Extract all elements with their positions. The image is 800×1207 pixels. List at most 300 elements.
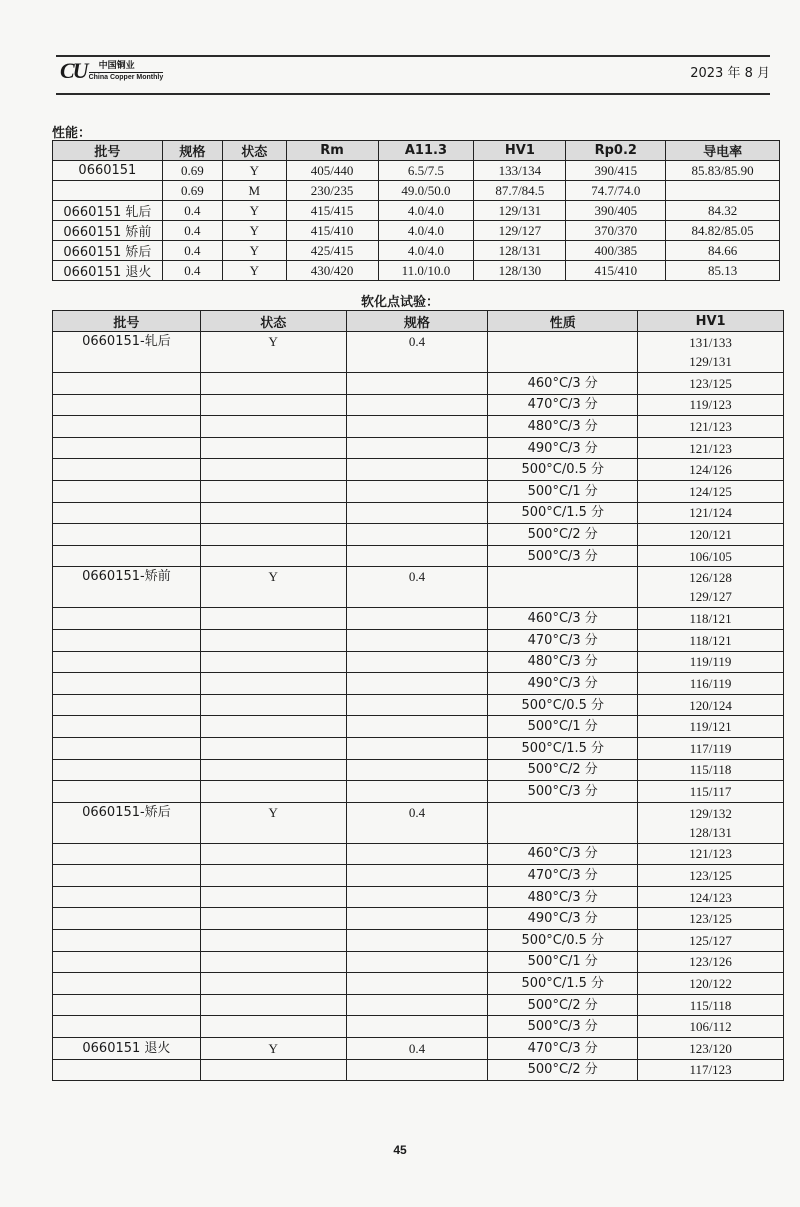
softening-cell-state	[200, 416, 346, 438]
softening-cell-spec	[346, 737, 488, 759]
softening-test-title: 软化点试验：	[360, 295, 439, 310]
softening-row	[53, 694, 784, 716]
softening-cell-hv1	[638, 908, 784, 930]
performance-table	[52, 140, 780, 281]
performance-cell: 425/415	[286, 241, 378, 261]
performance-cell: 0.69	[162, 181, 222, 201]
performance-cell: 0.69	[162, 161, 222, 181]
hv1-value: 131/133	[689, 335, 732, 350]
softening-cell-spec	[346, 781, 488, 803]
softening-row	[53, 673, 784, 695]
softening-cell-property	[488, 332, 638, 373]
hv1-value: 115/118	[689, 762, 732, 778]
hv1-value: 120/122	[689, 976, 732, 992]
softening-cell-hv1	[638, 759, 784, 781]
softening-row	[53, 973, 784, 995]
softening-cell-state	[200, 930, 346, 952]
hv1-value: 119/123	[689, 397, 732, 413]
softening-cell-property: 500°C/1.5 分	[488, 973, 638, 995]
performance-cell: 84.66	[666, 241, 780, 261]
softening-row	[53, 416, 784, 438]
hv1-value: 123/125	[689, 911, 732, 927]
softening-cell-spec	[346, 459, 488, 481]
softening-cell-hv1	[638, 524, 784, 546]
performance-column-header: HV1	[474, 141, 566, 161]
softening-cell-state	[200, 908, 346, 930]
hv1-value: 129/127	[689, 589, 732, 605]
softening-cell-hv1	[638, 802, 784, 843]
softening-cell-batch	[53, 737, 201, 759]
softening-row	[53, 480, 784, 502]
softening-cell-batch	[53, 480, 201, 502]
header-bottom-rule	[56, 93, 770, 95]
softening-cell-state: Y	[200, 332, 346, 373]
hv1-value: 123/120	[689, 1040, 732, 1056]
softening-cell-batch	[53, 459, 201, 481]
performance-cell: 129/127	[474, 221, 566, 241]
softening-test-table	[52, 310, 784, 1081]
softening-cell-property	[488, 567, 638, 608]
softening-cell-batch	[53, 502, 201, 524]
softening-cell-hv1	[638, 459, 784, 481]
softening-cell-batch	[53, 865, 201, 887]
softening-cell-batch	[53, 524, 201, 546]
softening-cell-state	[200, 951, 346, 973]
softening-cell-spec	[346, 502, 488, 524]
softening-cell-property	[488, 802, 638, 843]
softening-column-header: 规格	[346, 311, 488, 332]
softening-cell-state	[200, 459, 346, 481]
softening-cell-spec	[346, 480, 488, 502]
softening-row	[53, 716, 784, 738]
softening-cell-state	[200, 373, 346, 395]
softening-cell-state	[200, 843, 346, 865]
performance-cell: 6.5/7.5	[378, 161, 474, 181]
softening-cell-property: 490°C/3 分	[488, 908, 638, 930]
performance-column-header: Rp0.2	[566, 141, 666, 161]
logo-chinese-name: 中国铜业	[89, 61, 164, 73]
softening-cell-spec	[346, 673, 488, 695]
softening-cell-property: 460°C/3 分	[488, 373, 638, 395]
performance-cell: 430/420	[286, 261, 378, 281]
softening-cell-property: 470°C/3 分	[488, 865, 638, 887]
performance-cell: 4.0/4.0	[378, 241, 474, 261]
softening-cell-spec	[346, 994, 488, 1016]
softening-cell-batch	[53, 973, 201, 995]
performance-cell: 128/130	[474, 261, 566, 281]
softening-cell-hv1	[638, 1038, 784, 1060]
softening-row	[53, 629, 784, 651]
softening-cell-hv1	[638, 502, 784, 524]
softening-cell-property: 500°C/2 分	[488, 994, 638, 1016]
performance-cell: 85.13	[666, 261, 780, 281]
softening-cell-batch	[53, 781, 201, 803]
softening-cell-batch	[53, 629, 201, 651]
softening-cell-property: 500°C/1.5 分	[488, 737, 638, 759]
softening-cell-state	[200, 394, 346, 416]
performance-cell: 415/410	[566, 261, 666, 281]
softening-cell-batch	[53, 416, 201, 438]
softening-cell-hv1	[638, 865, 784, 887]
softening-cell-property: 500°C/1 分	[488, 480, 638, 502]
softening-cell-state	[200, 759, 346, 781]
softening-cell-batch: 0660151-矫前	[53, 567, 201, 608]
hv1-value: 124/123	[689, 889, 732, 905]
softening-cell-spec	[346, 908, 488, 930]
performance-cell: 87.7/84.5	[474, 181, 566, 201]
softening-cell-hv1	[638, 1016, 784, 1038]
hv1-value: 121/123	[689, 846, 732, 862]
softening-cell-spec	[346, 886, 488, 908]
softening-row	[53, 545, 784, 567]
softening-row	[53, 843, 784, 865]
softening-cell-hv1	[638, 843, 784, 865]
softening-cell-batch: 0660151-轧后	[53, 332, 201, 373]
softening-cell-batch	[53, 608, 201, 630]
softening-cell-property: 500°C/3 分	[488, 1016, 638, 1038]
softening-cell-batch	[53, 694, 201, 716]
performance-cell: Y	[222, 161, 286, 181]
performance-column-header: 批号	[53, 141, 163, 161]
softening-cell-batch	[53, 673, 201, 695]
performance-row	[53, 261, 780, 281]
performance-cell: 84.32	[666, 201, 780, 221]
softening-column-header: 状态	[200, 311, 346, 332]
softening-cell-batch	[53, 930, 201, 952]
performance-cell: 415/415	[286, 201, 378, 221]
softening-cell-property: 500°C/1.5 分	[488, 502, 638, 524]
page-number: 45	[393, 1143, 407, 1157]
performance-cell: 415/410	[286, 221, 378, 241]
softening-cell-batch	[53, 886, 201, 908]
softening-cell-spec	[346, 951, 488, 973]
performance-column-header: A11.3	[378, 141, 474, 161]
softening-cell-state	[200, 994, 346, 1016]
hv1-value: 120/124	[689, 697, 732, 713]
performance-cell: 49.0/50.0	[378, 181, 474, 201]
softening-cell-hv1	[638, 567, 784, 608]
performance-column-header: 状态	[222, 141, 286, 161]
logo-mark: CU	[60, 58, 87, 83]
softening-row	[53, 502, 784, 524]
hv1-value: 123/126	[689, 954, 732, 970]
softening-row	[53, 437, 784, 459]
hv1-value: 120/121	[689, 526, 732, 542]
performance-cell: 4.0/4.0	[378, 221, 474, 241]
softening-cell-property: 500°C/2 分	[488, 759, 638, 781]
hv1-value: 119/119	[689, 654, 732, 670]
softening-cell-state	[200, 781, 346, 803]
performance-row	[53, 201, 780, 221]
performance-cell: 0660151 轧后	[53, 201, 163, 221]
softening-cell-state	[200, 973, 346, 995]
softening-row	[53, 524, 784, 546]
softening-cell-spec: 0.4	[346, 567, 488, 608]
softening-cell-batch	[53, 373, 201, 395]
softening-cell-batch	[53, 843, 201, 865]
hv1-value: 121/124	[689, 505, 732, 521]
softening-cell-batch	[53, 716, 201, 738]
hv1-value: 124/126	[689, 462, 732, 478]
softening-cell-hv1	[638, 1059, 784, 1081]
softening-column-header: 批号	[53, 311, 201, 332]
performance-column-header: 规格	[162, 141, 222, 161]
softening-cell-state: Y	[200, 802, 346, 843]
softening-row	[53, 930, 784, 952]
hv1-value: 124/125	[689, 483, 732, 499]
softening-cell-spec	[346, 1059, 488, 1081]
performance-cell: 400/385	[566, 241, 666, 261]
performance-cell: 0.4	[162, 221, 222, 241]
softening-cell-batch	[53, 394, 201, 416]
performance-cell	[666, 181, 780, 201]
softening-row	[53, 865, 784, 887]
hv1-value: 118/121	[689, 611, 732, 627]
softening-cell-batch	[53, 545, 201, 567]
softening-cell-property: 500°C/0.5 分	[488, 459, 638, 481]
softening-cell-property: 500°C/1 分	[488, 716, 638, 738]
softening-cell-state: Y	[200, 567, 346, 608]
softening-cell-state	[200, 545, 346, 567]
softening-cell-batch: 0660151 退火	[53, 1038, 201, 1060]
performance-cell: 84.82/85.05	[666, 221, 780, 241]
softening-cell-property: 500°C/3 分	[488, 781, 638, 803]
performance-cell: 4.0/4.0	[378, 201, 474, 221]
softening-cell-state: Y	[200, 1038, 346, 1060]
softening-cell-property: 470°C/3 分	[488, 629, 638, 651]
softening-cell-spec	[346, 545, 488, 567]
performance-cell: M	[222, 181, 286, 201]
softening-cell-property: 500°C/1 分	[488, 951, 638, 973]
softening-cell-spec	[346, 1016, 488, 1038]
hv1-value: 121/123	[689, 440, 732, 456]
softening-cell-spec	[346, 843, 488, 865]
softening-column-header: HV1	[638, 311, 784, 332]
softening-row	[53, 394, 784, 416]
performance-cell: 0.4	[162, 241, 222, 261]
softening-cell-property: 480°C/3 分	[488, 416, 638, 438]
softening-row	[53, 759, 784, 781]
softening-cell-property: 500°C/0.5 分	[488, 930, 638, 952]
performance-row	[53, 241, 780, 261]
softening-row	[53, 802, 784, 843]
hv1-value: 115/117	[689, 783, 732, 799]
softening-cell-spec	[346, 716, 488, 738]
hv1-value: 115/118	[689, 997, 732, 1013]
softening-cell-spec	[346, 759, 488, 781]
softening-cell-state	[200, 651, 346, 673]
softening-cell-hv1	[638, 886, 784, 908]
softening-cell-hv1	[638, 651, 784, 673]
hv1-value: 116/119	[689, 675, 732, 691]
hv1-value: 106/112	[689, 1019, 732, 1035]
softening-cell-spec	[346, 629, 488, 651]
softening-row	[53, 781, 784, 803]
softening-cell-state	[200, 737, 346, 759]
hv1-value: 128/131	[689, 824, 732, 840]
performance-cell	[53, 181, 163, 201]
performance-cell: 390/415	[566, 161, 666, 181]
hv1-value: 106/105	[689, 548, 732, 564]
softening-cell-state	[200, 524, 346, 546]
performance-cell: 0660151 矫后	[53, 241, 163, 261]
softening-cell-batch	[53, 1059, 201, 1081]
softening-cell-state	[200, 694, 346, 716]
softening-cell-spec	[346, 930, 488, 952]
softening-cell-spec	[346, 865, 488, 887]
softening-row	[53, 1059, 784, 1081]
softening-cell-spec: 0.4	[346, 802, 488, 843]
softening-cell-hv1	[638, 673, 784, 695]
softening-cell-hv1	[638, 737, 784, 759]
softening-cell-property: 500°C/2 分	[488, 1059, 638, 1081]
performance-label: 性能：	[52, 126, 92, 141]
softening-cell-batch	[53, 994, 201, 1016]
softening-cell-property: 500°C/3 分	[488, 545, 638, 567]
softening-cell-state	[200, 502, 346, 524]
softening-cell-batch	[53, 651, 201, 673]
softening-cell-hv1	[638, 373, 784, 395]
hv1-value: 118/121	[689, 632, 732, 648]
performance-cell: 230/235	[286, 181, 378, 201]
softening-cell-state	[200, 629, 346, 651]
performance-cell: Y	[222, 261, 286, 281]
softening-row	[53, 459, 784, 481]
hv1-value: 119/121	[689, 719, 732, 735]
softening-cell-spec	[346, 373, 488, 395]
softening-cell-hv1	[638, 332, 784, 373]
performance-column-header: Rm	[286, 141, 378, 161]
softening-cell-spec: 0.4	[346, 1038, 488, 1060]
performance-cell: 0.4	[162, 201, 222, 221]
softening-cell-hv1	[638, 781, 784, 803]
softening-cell-property: 490°C/3 分	[488, 437, 638, 459]
performance-cell: Y	[222, 201, 286, 221]
softening-cell-hv1	[638, 480, 784, 502]
hv1-value: 129/132	[689, 805, 732, 821]
softening-cell-hv1	[638, 629, 784, 651]
softening-cell-hv1	[638, 994, 784, 1016]
softening-row	[53, 886, 784, 908]
softening-cell-state	[200, 865, 346, 887]
softening-cell-property: 500°C/0.5 分	[488, 694, 638, 716]
softening-cell-batch	[53, 908, 201, 930]
softening-cell-property: 480°C/3 分	[488, 886, 638, 908]
softening-cell-state	[200, 437, 346, 459]
softening-cell-hv1	[638, 437, 784, 459]
performance-cell: 85.83/85.90	[666, 161, 780, 181]
softening-cell-hv1	[638, 416, 784, 438]
softening-cell-state	[200, 480, 346, 502]
performance-cell: 0660151 矫前	[53, 221, 163, 241]
logo-english-name: China Copper Monthly	[88, 74, 164, 81]
performance-cell: 0660151 退火	[53, 261, 163, 281]
softening-cell-state	[200, 1016, 346, 1038]
logo	[60, 60, 163, 82]
softening-row	[53, 994, 784, 1016]
softening-row	[53, 951, 784, 973]
softening-row	[53, 373, 784, 395]
softening-cell-batch: 0660151-矫后	[53, 802, 201, 843]
performance-cell: 405/440	[286, 161, 378, 181]
softening-cell-hv1	[638, 394, 784, 416]
softening-cell-batch	[53, 951, 201, 973]
softening-cell-hv1	[638, 951, 784, 973]
softening-cell-hv1	[638, 716, 784, 738]
softening-cell-hv1	[638, 973, 784, 995]
performance-cell: 390/405	[566, 201, 666, 221]
performance-column-header: 导电率	[666, 141, 780, 161]
softening-cell-state	[200, 673, 346, 695]
hv1-value: 117/119	[689, 740, 732, 756]
performance-row	[53, 181, 780, 201]
softening-cell-hv1	[638, 930, 784, 952]
hv1-value: 121/123	[689, 418, 732, 434]
softening-cell-property: 460°C/3 分	[488, 843, 638, 865]
softening-cell-state	[200, 886, 346, 908]
softening-row	[53, 908, 784, 930]
header-top-rule	[56, 55, 770, 57]
performance-cell: Y	[222, 221, 286, 241]
softening-cell-spec	[346, 651, 488, 673]
hv1-value: 125/127	[689, 932, 732, 948]
softening-cell-property: 500°C/2 分	[488, 524, 638, 546]
softening-cell-spec	[346, 394, 488, 416]
softening-cell-property: 490°C/3 分	[488, 673, 638, 695]
hv1-value: 117/123	[689, 1062, 732, 1078]
performance-cell: 133/134	[474, 161, 566, 181]
performance-row	[53, 161, 780, 181]
softening-cell-property: 460°C/3 分	[488, 608, 638, 630]
hv1-value: 123/125	[689, 868, 732, 884]
softening-cell-spec	[346, 416, 488, 438]
softening-row	[53, 567, 784, 608]
performance-row	[53, 221, 780, 241]
softening-cell-property: 470°C/3 分	[488, 394, 638, 416]
softening-cell-spec: 0.4	[346, 332, 488, 373]
softening-row	[53, 1016, 784, 1038]
softening-cell-batch	[53, 437, 201, 459]
performance-cell: 0.4	[162, 261, 222, 281]
performance-cell: 11.0/10.0	[378, 261, 474, 281]
performance-cell: 129/131	[474, 201, 566, 221]
softening-cell-state	[200, 1059, 346, 1081]
performance-cell: Y	[222, 241, 286, 261]
softening-cell-spec	[346, 524, 488, 546]
hv1-value: 123/125	[689, 375, 732, 391]
softening-cell-state	[200, 608, 346, 630]
softening-row	[53, 332, 784, 373]
performance-cell: 0660151	[53, 161, 163, 181]
softening-cell-batch	[53, 1016, 201, 1038]
softening-cell-hv1	[638, 545, 784, 567]
softening-cell-spec	[346, 608, 488, 630]
softening-cell-property: 470°C/3 分	[488, 1038, 638, 1060]
performance-cell: 370/370	[566, 221, 666, 241]
softening-row	[53, 737, 784, 759]
performance-cell: 74.7/74.0	[566, 181, 666, 201]
softening-row	[53, 651, 784, 673]
issue-date: 2023 年 8 月	[690, 66, 770, 81]
performance-cell: 128/131	[474, 241, 566, 261]
softening-cell-hv1	[638, 608, 784, 630]
softening-cell-batch	[53, 759, 201, 781]
softening-cell-property: 480°C/3 分	[488, 651, 638, 673]
softening-row	[53, 608, 784, 630]
hv1-value: 126/128	[689, 570, 732, 586]
hv1-value: 129/131	[689, 354, 732, 369]
softening-cell-state	[200, 716, 346, 738]
